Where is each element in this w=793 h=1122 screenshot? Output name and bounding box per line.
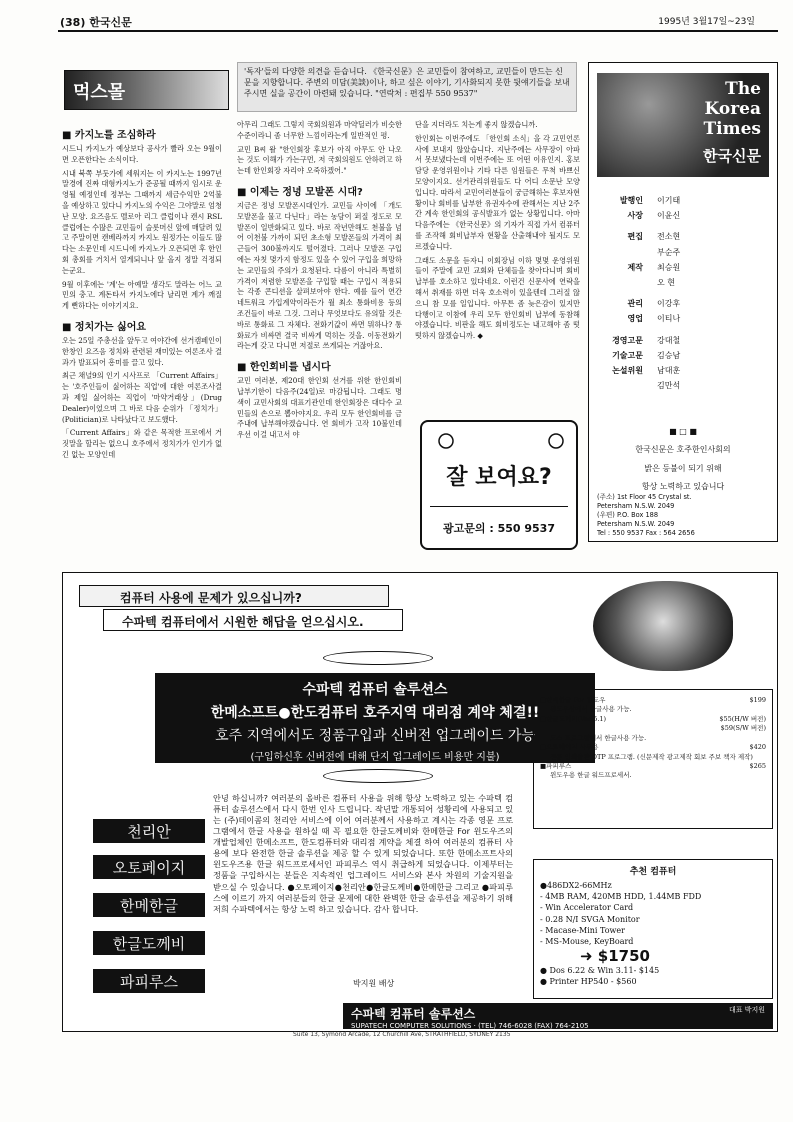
upgrade-notice: 호주 지역에서도 정품구입과 신버전 업그레이드 가능: [215, 728, 535, 744]
headline-politician: ■ 정치가는 싫어요: [62, 321, 147, 333]
address-line: Petersham N.S.W. 2049: [597, 519, 675, 528]
logo-line: Korea: [704, 99, 761, 119]
price-desc: 윈도우상에서 한글사용 가능.: [550, 705, 632, 714]
staff-row: 오 현: [657, 277, 675, 287]
staff-row: 편집 전소현: [627, 232, 681, 242]
spec-line: ● Printer HP540 - $560: [540, 977, 637, 987]
paragraph: 시드니 카지노가 예상보다 공사가 빨라 오는 9월이면 오픈한다는 소식이다.: [62, 144, 222, 164]
ad-answer: 수파텍 컴퓨터에서 시원한 해답을 얻으십시오.: [103, 609, 403, 631]
ad-letter: 안녕 하십니까? 여러분의 올바른 컴퓨터 사용을 위해 항상 노력하고 있는 수파텍 컴퓨터 솔루션스에서 다시 한번 인사 드립니다. 작년말 개통되어 성황리에 사용되고 있는 (주)데이콤의 천리안 서비스에 이어 여러분께서 사용하고 계시는 각종 영문 프로그램에서 한글 사용을 원하실 때 꼭 필요한 한글도께비와 한메한글 For 윈도우즈의 개발업체인 한메소프트, 한도컴퓨터와 대리점 계약을 체결 하여 여러분의 컴퓨터 사용에 보다 완전한 한글 솔루션을 제공 할 수 있게 되었습니다. 또한 한메소프트사의 윈도우즈용 한글 워드프로세서인 파피루스 역시 취급하게 되었습니다. 이제부터는 정품을 구입하시는 분들은 지속적인 업그레이드 서비스와 본사 차원의 기술지원을 받으실 수 있습니다. ●오토페이지●천리안●한글도께비●한메한글 그리고 ●파피루스에 이르기 까지 여러분들의 한글 문제에 대한 완벽한 한글 솔루션을 제공하기 위해 저희 수파텍에서는 항상 노력 하고 있습니다. 감사 합니다.: [213, 793, 513, 914]
product-hangul-dokkaebi: 한글도께비: [93, 931, 205, 955]
product-autopage: 오토페이지: [93, 855, 205, 879]
price-item: $59(S/W 버전): [720, 724, 766, 733]
upgrade-note: (구입하신후 신버전에 대해 단지 업그레이드 비용만 지불): [250, 752, 500, 763]
spec-line: - 4MB RAM, 420MB HDD, 1.44MB FDD: [540, 892, 702, 902]
address-line: (우편) P.O. Box 188: [597, 510, 659, 519]
logo-line: The: [725, 79, 761, 99]
ad-signature: 박지원 배상: [353, 979, 395, 988]
paragraph: 그래도 소문을 듣자니 이회장님 이하 몇몇 운영위원들이 주말에 교민 교회와 단체들을 찾아다니며 회비납부를 호소하고 있다네요. 이런건 신문사에 연락을 해서 취재를 하면 더욱 호소력이 있을텐데 그러질 않으니 참 모를 일입니다. 아무튼 좀 늦은감이 있지만 다행이고 이참에 우리 모두 한인회비 납부에 동참해야겠습니다. 비판을 해도 회비정도는 내고해야 좀 떳떳하지 않겠습니까. ◆: [415, 255, 580, 341]
column-title: 먹스몰: [73, 82, 126, 103]
masthead-motto: [597, 423, 769, 497]
headline-casino: ■ 카지노를 조심하라: [62, 130, 156, 141]
address-line: (주소) 1st Floor 45 Crystal st.: [597, 493, 692, 501]
issue-date: 1995년 3월17일~23일: [658, 17, 755, 27]
ad-phone: 광고문의 : 550 9537: [443, 522, 555, 535]
spec-line: ● Dos 6.22 & Win 3.11- $145: [540, 966, 660, 976]
footer-top: [351, 1005, 765, 1022]
ad-divider: [430, 506, 568, 507]
price-desc: 전문 인쇄출판 DTP 프로그램. (신문제작 광고제작 회보 주보 책자 제작): [550, 752, 753, 761]
masthead: [588, 62, 778, 542]
masthead-address: [597, 493, 769, 537]
price-item: ■한글도께비(Ver 5.1) $55(H/W 버전): [540, 714, 766, 723]
footer-rep: 대표 박지원: [728, 1006, 765, 1014]
paragraph: 「Current Affairs」와 같은 목적한 프로에서 거짓말을 할리는 없으니 호주에서 정치가가 인기가 없긴 없는 모양인데: [62, 428, 222, 459]
paragraph: 시내 북쪽 부둣가에 세워지는 이 카지노는 1997년 말경에 진짜 대형카지노가 준공될 때까지 임시로 운영될 예정인데 정부는 그때까지 세금수익만 2억불을 예상하고 있다니 카지노의 수익은 그야말로 엄청난 모양. 요즈음도 멜로아 리그 클럽이나 캔시 RSL클럽에는 수많은 교민들이 슬롯머신 앞에 매달려 있고 주말이면 캔베라까지 카지노 원정가는 이들도 많다는 소문인데 시드니에 카지노가 오픈되면 후 한인회 총회를 거치서 열게되니나 앞 올지 정말 걱정되는군요.: [62, 168, 222, 275]
headline-mobile-phone: ■ 이제는 정녕 모발폰 시대?: [237, 186, 363, 198]
price-item: ■한메한글 For 윈도우 $199: [540, 696, 766, 704]
address-line: Tel : 550 9537 Fax : 564 2656: [597, 528, 695, 537]
staff-row: 사장 이윤신: [627, 211, 681, 221]
ornament: [323, 769, 433, 783]
paragraph: 교민 B씨 왈 "한인회장 후보가 아직 아무도 안 나오는 것도 이해가 가는구먼, 저 국회의원도 안하려고 하는데 한인회장 자리야 오죽하겠어.": [237, 144, 402, 176]
paragraph: 최근 채널9의 인기 시사프로 「Current Affairs」는 '호주인들이 싫어하는 직업'에 대한 여론조사결과 제일 싫어하는 직업이 '마약거래상」(Drug Dealer)이었으며 그 바로 다음 순위가 「정치가」(Politician)로 나타났다고 보도했다.: [62, 371, 222, 424]
company-name: 수파텍 컴퓨터 솔루션스: [302, 682, 448, 698]
spec-title: 추천 컴퓨터: [629, 867, 677, 877]
pin-icons: [432, 430, 570, 452]
header-rule: [58, 30, 778, 32]
headline-membership-fee: ■ 한인회비를 냅시다: [237, 362, 331, 374]
paragraph: 지금은 정녕 모발폰시대인가. 교민들 사이에 「개도 모발폰을 물고 다닌다」라는 농담이 퍼질 정도로 모발폰이 일반화되고 있다. 바로 작년만해도 천불을 넘어 이천불 가까이 되던 초소형 모발폰들의 가격이 최근들어 300불까지도 떨어졌다. 그러나 모발폰 구입에는 자칫 몇가지 함정도 있을 수 있어 구입을 희망하는 교민들의 주의가 요청된다. 다름이 아니라 특별히 가격이 저렴한 모발폰을 구입할 때는 구입시 적용되는 각종 콘디션을 살펴보아야 한다. 예를 들어 연간 네트워크 가입계약이라든가 월 최소 통화비용 등의 조건들이 바로 그것. 그러나 무엇보다도 유의할 것은 바로 통화료 그 자체다. 전화기값이 싸면 뭐하나? 통화료가 비싸면 결국 비싸게 먹히는 것을. 이동전화기라는게 갖고 다니면 저절로 쓰게되는 거잖아요.: [237, 200, 402, 351]
staff-row: 기술고문 김승남: [612, 350, 681, 360]
paragraph: 아무리 그래도 그렇지 국회의원과 마약딜러가 비슷한 수준이라니 좀 너무한 느낌이라는게 일반적인 평.: [237, 120, 402, 140]
page-number-header: (38) 한국신문: [60, 16, 132, 29]
staff-row: 김만석: [657, 381, 681, 391]
spec-price: ➜ $1750: [580, 947, 650, 966]
price-item: ■파피루스 $265: [540, 761, 766, 770]
recommended-computer: [533, 859, 773, 999]
ad-question: 컴퓨터 사용에 문제가 있으십니까?: [79, 585, 389, 607]
supatech-advertisement: [62, 572, 778, 1038]
footer-company: 수파텍 컴퓨터 솔루션스: [351, 1007, 476, 1021]
motto-line: 한국신문은 호주한인사회의: [635, 445, 731, 455]
ad-announcement-bar: [155, 673, 595, 763]
product-chollian: 천리안: [93, 819, 205, 843]
price-item: ■오토페이지 사무용 $420: [540, 743, 766, 752]
tiger-illustration: [593, 581, 733, 671]
staff-list: [597, 193, 769, 393]
reader-notice: '독자'들의 다양한 의견을 듣습니다. 《한국신문》은 교민들이 참여하고, 교민들이 만드는 신문을 지향합니다. 주변의 미담(美談)이나, 하고 싶은 이야기, 기사화되지 못한 뒷얘기들을 보내주시면 실을 공간이 마련돼 있습니다. "연락처 : 편집부 550 9537": [237, 62, 577, 112]
staff-row: 부순주: [657, 247, 681, 257]
spec-line: - MS-Mouse, KeyBoard: [540, 936, 634, 946]
article-column-3: [415, 120, 580, 410]
footer-contact: SUPATECH COMPUTER SOLUTIONS · (TEL) 746-6028 (FAX) 764-2105: [351, 1022, 589, 1030]
paragraph: 한인회는 이번주에도 「한인회 소식」을 각 교민언론사에 보내지 않았습니다. 지난주에는 사무장이 아파서 못보냈다는데 이번주에는 또 어떤 이유인지. 홍보담당 운영위원이나 기타 다른 임원들은 무척 바쁘신 모양이지요. 선거관리위원들도 다 어디 소문난 모양입니다. 따라서 교민여러분들이 궁금해하는 후보자현황이나 회비를 납부한 유권자수에 관해서는 지난 2주간 계속 한인회의 공식발표가 없는 상황입니다. 아마 다음주에는 《한국신문》의 기자가 직접 가서 컴퓨터를 조작해 회비납부자 현황을 산출해내야 될지도 모르겠습니다.: [415, 133, 580, 251]
paragraph: 교민 여러분, 제20대 한인회 선거를 위한 한인회비 납부기한이 다음주(24일)로 마감됩니다. 그래도 명색이 교민사회의 대표기관인데 한인회장은 대다수 교민들의 손으로 뽑아야지요. 우리 모두 한인회비를 금주내에 납부해야겠습니다. 연 회비가 고작 10불인데 우선 이걸 내고서 야: [237, 376, 402, 440]
staff-row: 논설위원 남대훈: [612, 365, 681, 375]
staff-row: 영업 이티나: [627, 314, 681, 324]
house-ad: [420, 420, 578, 550]
ornament: [323, 651, 433, 665]
logo-line: Times: [703, 119, 761, 139]
address-line: Petersham N.S.W. 2049: [597, 501, 675, 510]
article-column-2: [237, 120, 402, 560]
price-desc: 윈도우용 한글 워드프로세서.: [550, 771, 632, 780]
ad-footer: [343, 1003, 773, 1029]
dealer-announcement: 한메소프트●한도컴퓨터 호주지역 대리점 계약 체결!!: [210, 705, 540, 721]
paragraph: 9월 이후에는 '계'는 아예말 생각도 말라는 어느 교민의 충고. 계돈타서 카지노에다 날리면 계가 깨질게 뻔하다는 이야기지요.: [62, 279, 222, 311]
motto-line: 밝은 등불이 되기 위해: [644, 463, 722, 473]
paragraph: 단을 지더라도 치는게 좋지 않겠습니까.: [415, 120, 538, 129]
column-banner: [64, 70, 229, 110]
article-column-1: [62, 120, 222, 560]
logo-line: 한국신문: [703, 147, 761, 165]
footer-address: Suite 13, Symond Arcade, 12 Churchill Ave, STRATHFIELD, SYDNEY 2135: [293, 1031, 511, 1038]
price-desc: 도스 프로그램에서 한글사용 가능.: [550, 733, 647, 742]
ad-headline: 잘 보여요?: [446, 465, 552, 490]
spec-line: - Macase-Mini Tower: [540, 925, 625, 935]
motto-line: 항상 노력하고 있습니다: [641, 482, 725, 492]
spec-line: - 0.28 N/I SVGA Monitor: [540, 914, 640, 924]
product-hanmehangul: 한메한글: [93, 893, 205, 917]
product-papyrus: 파피루스: [93, 969, 205, 993]
staff-row: 관리 이강후: [627, 299, 681, 309]
spec-line: ●486DX2-66MHz: [540, 881, 612, 890]
staff-row: 발행인 이기태: [619, 196, 681, 205]
korea-times-logo: [597, 73, 769, 177]
staff-row: 경영고문 강대철: [612, 335, 681, 345]
motto-marks: ■ □ ■: [669, 427, 697, 436]
price-list: [533, 689, 773, 829]
spec-line: - Win Accelerator Card: [540, 903, 634, 913]
staff-row: 제작 최승원: [627, 262, 681, 272]
paragraph: 오는 25일 주총선을 앞두고 여야간에 선거캠페인이 한창인 요즈음 정치와 관련된 재미있는 여론조사 결과가 발표되어 흥미를 끌고 있다.: [62, 335, 222, 367]
